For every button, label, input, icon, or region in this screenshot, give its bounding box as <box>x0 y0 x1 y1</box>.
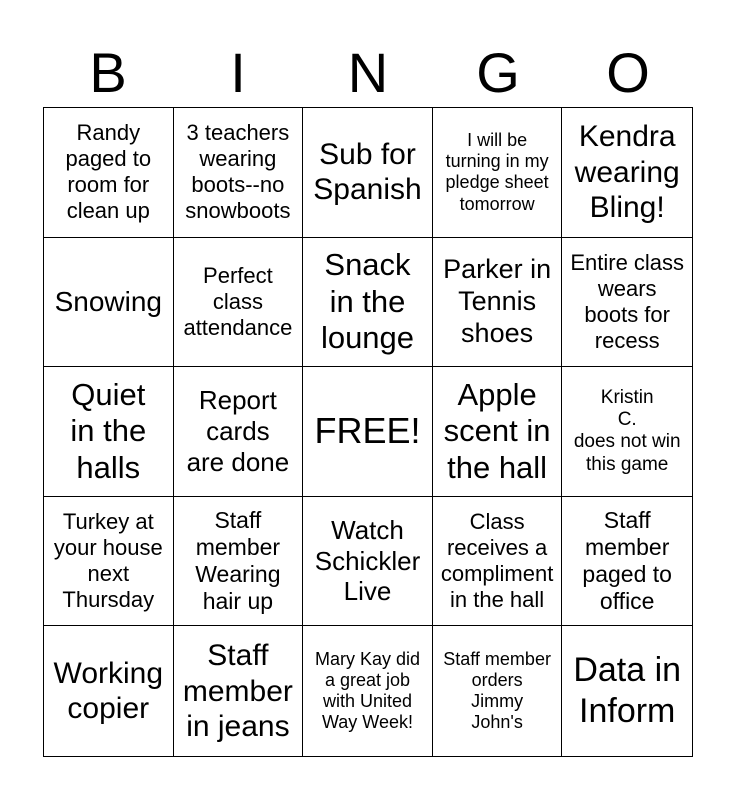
cell-text: I will be turning in my pledge sheet tomorrow <box>445 129 549 214</box>
cell-text: Perfect class attendance <box>183 262 293 340</box>
bingo-cell-r1c1[interactable] <box>44 108 174 238</box>
bingo-cell-r3c4[interactable] <box>433 367 563 497</box>
bingo-cell-r3c2[interactable] <box>174 367 304 497</box>
cell-text: Sub for Spanish <box>313 137 422 207</box>
bingo-cell-r5c4[interactable] <box>433 626 563 756</box>
bingo-board <box>43 107 693 757</box>
bingo-cell-r1c4[interactable] <box>433 108 563 238</box>
bingo-cell-r3c1[interactable] <box>44 367 174 497</box>
cell-text: Class receives a compliment in the hall <box>440 509 554 613</box>
cell-text: Data in Inform <box>573 651 682 731</box>
cell-text: Staff member orders Jimmy John's <box>443 648 551 733</box>
cell-text: 3 teachers wearing boots--no snowboots <box>185 120 291 224</box>
bingo-cell-r5c5[interactable] <box>562 626 692 756</box>
cell-text: Entire class wears boots for recess <box>570 249 685 353</box>
bingo-cell-r5c1[interactable] <box>44 626 174 756</box>
bingo-cell-r4c1[interactable] <box>44 497 174 627</box>
cell-text: Randy paged to room for clean up <box>65 120 152 224</box>
bingo-cell-r2c3[interactable] <box>303 238 433 368</box>
cell-text: Turkey at your house next Thursday <box>53 509 163 613</box>
bingo-cell-r4c5[interactable] <box>562 497 692 627</box>
bingo-cell-r1c5[interactable] <box>562 108 692 238</box>
bingo-cell-r5c2[interactable] <box>174 626 304 756</box>
cell-text: Apple scent in the hall <box>443 376 551 485</box>
bingo-cell-r2c4[interactable] <box>433 238 563 368</box>
cell-text: Working copier <box>53 656 164 726</box>
bingo-cell-r5c3[interactable] <box>303 626 433 756</box>
cell-text: Snowing <box>54 286 162 318</box>
header-letter-i: I <box>230 41 246 104</box>
header-letter-o: O <box>606 41 650 104</box>
cell-text: Staff member in jeans <box>182 639 293 743</box>
bingo-cell-r1c2[interactable] <box>174 108 304 238</box>
cell-text: Parker in Tennis shoes <box>443 254 552 348</box>
header-letter-g: G <box>476 41 520 104</box>
cell-text: Staff member Wearing hair up <box>195 506 281 615</box>
bingo-cell-r4c2[interactable] <box>174 497 304 627</box>
cell-text: Quiet in the halls <box>70 376 147 485</box>
bingo-cell-r3c3[interactable] <box>303 367 433 497</box>
cell-text: Mary Kay did a great job with United Way Week! <box>314 648 421 733</box>
cell-text: Staff member paged to office <box>582 506 672 615</box>
bingo-cell-r3c5[interactable] <box>562 367 692 497</box>
bingo-cell-r2c1[interactable] <box>44 238 174 368</box>
cell-text: Watch Schickler Live <box>314 515 421 607</box>
cell-text: Kristin C. does not win this game <box>573 386 681 475</box>
bingo-cell-r2c5[interactable] <box>562 238 692 368</box>
cell-text: Snack in the lounge <box>320 247 415 356</box>
cell-text: Report cards are done <box>186 385 290 477</box>
bingo-cell-r4c3[interactable] <box>303 497 433 627</box>
bingo-cell-r4c4[interactable] <box>433 497 563 627</box>
cell-text: FREE! <box>314 410 421 452</box>
header-letter-n: N <box>347 41 389 104</box>
bingo-cell-r1c3[interactable] <box>303 108 433 238</box>
cell-text: Kendra wearing Bling! <box>574 120 680 224</box>
bingo-header <box>43 40 693 106</box>
bingo-cell-r2c2[interactable] <box>174 238 304 368</box>
header-letter-b: B <box>89 41 127 104</box>
